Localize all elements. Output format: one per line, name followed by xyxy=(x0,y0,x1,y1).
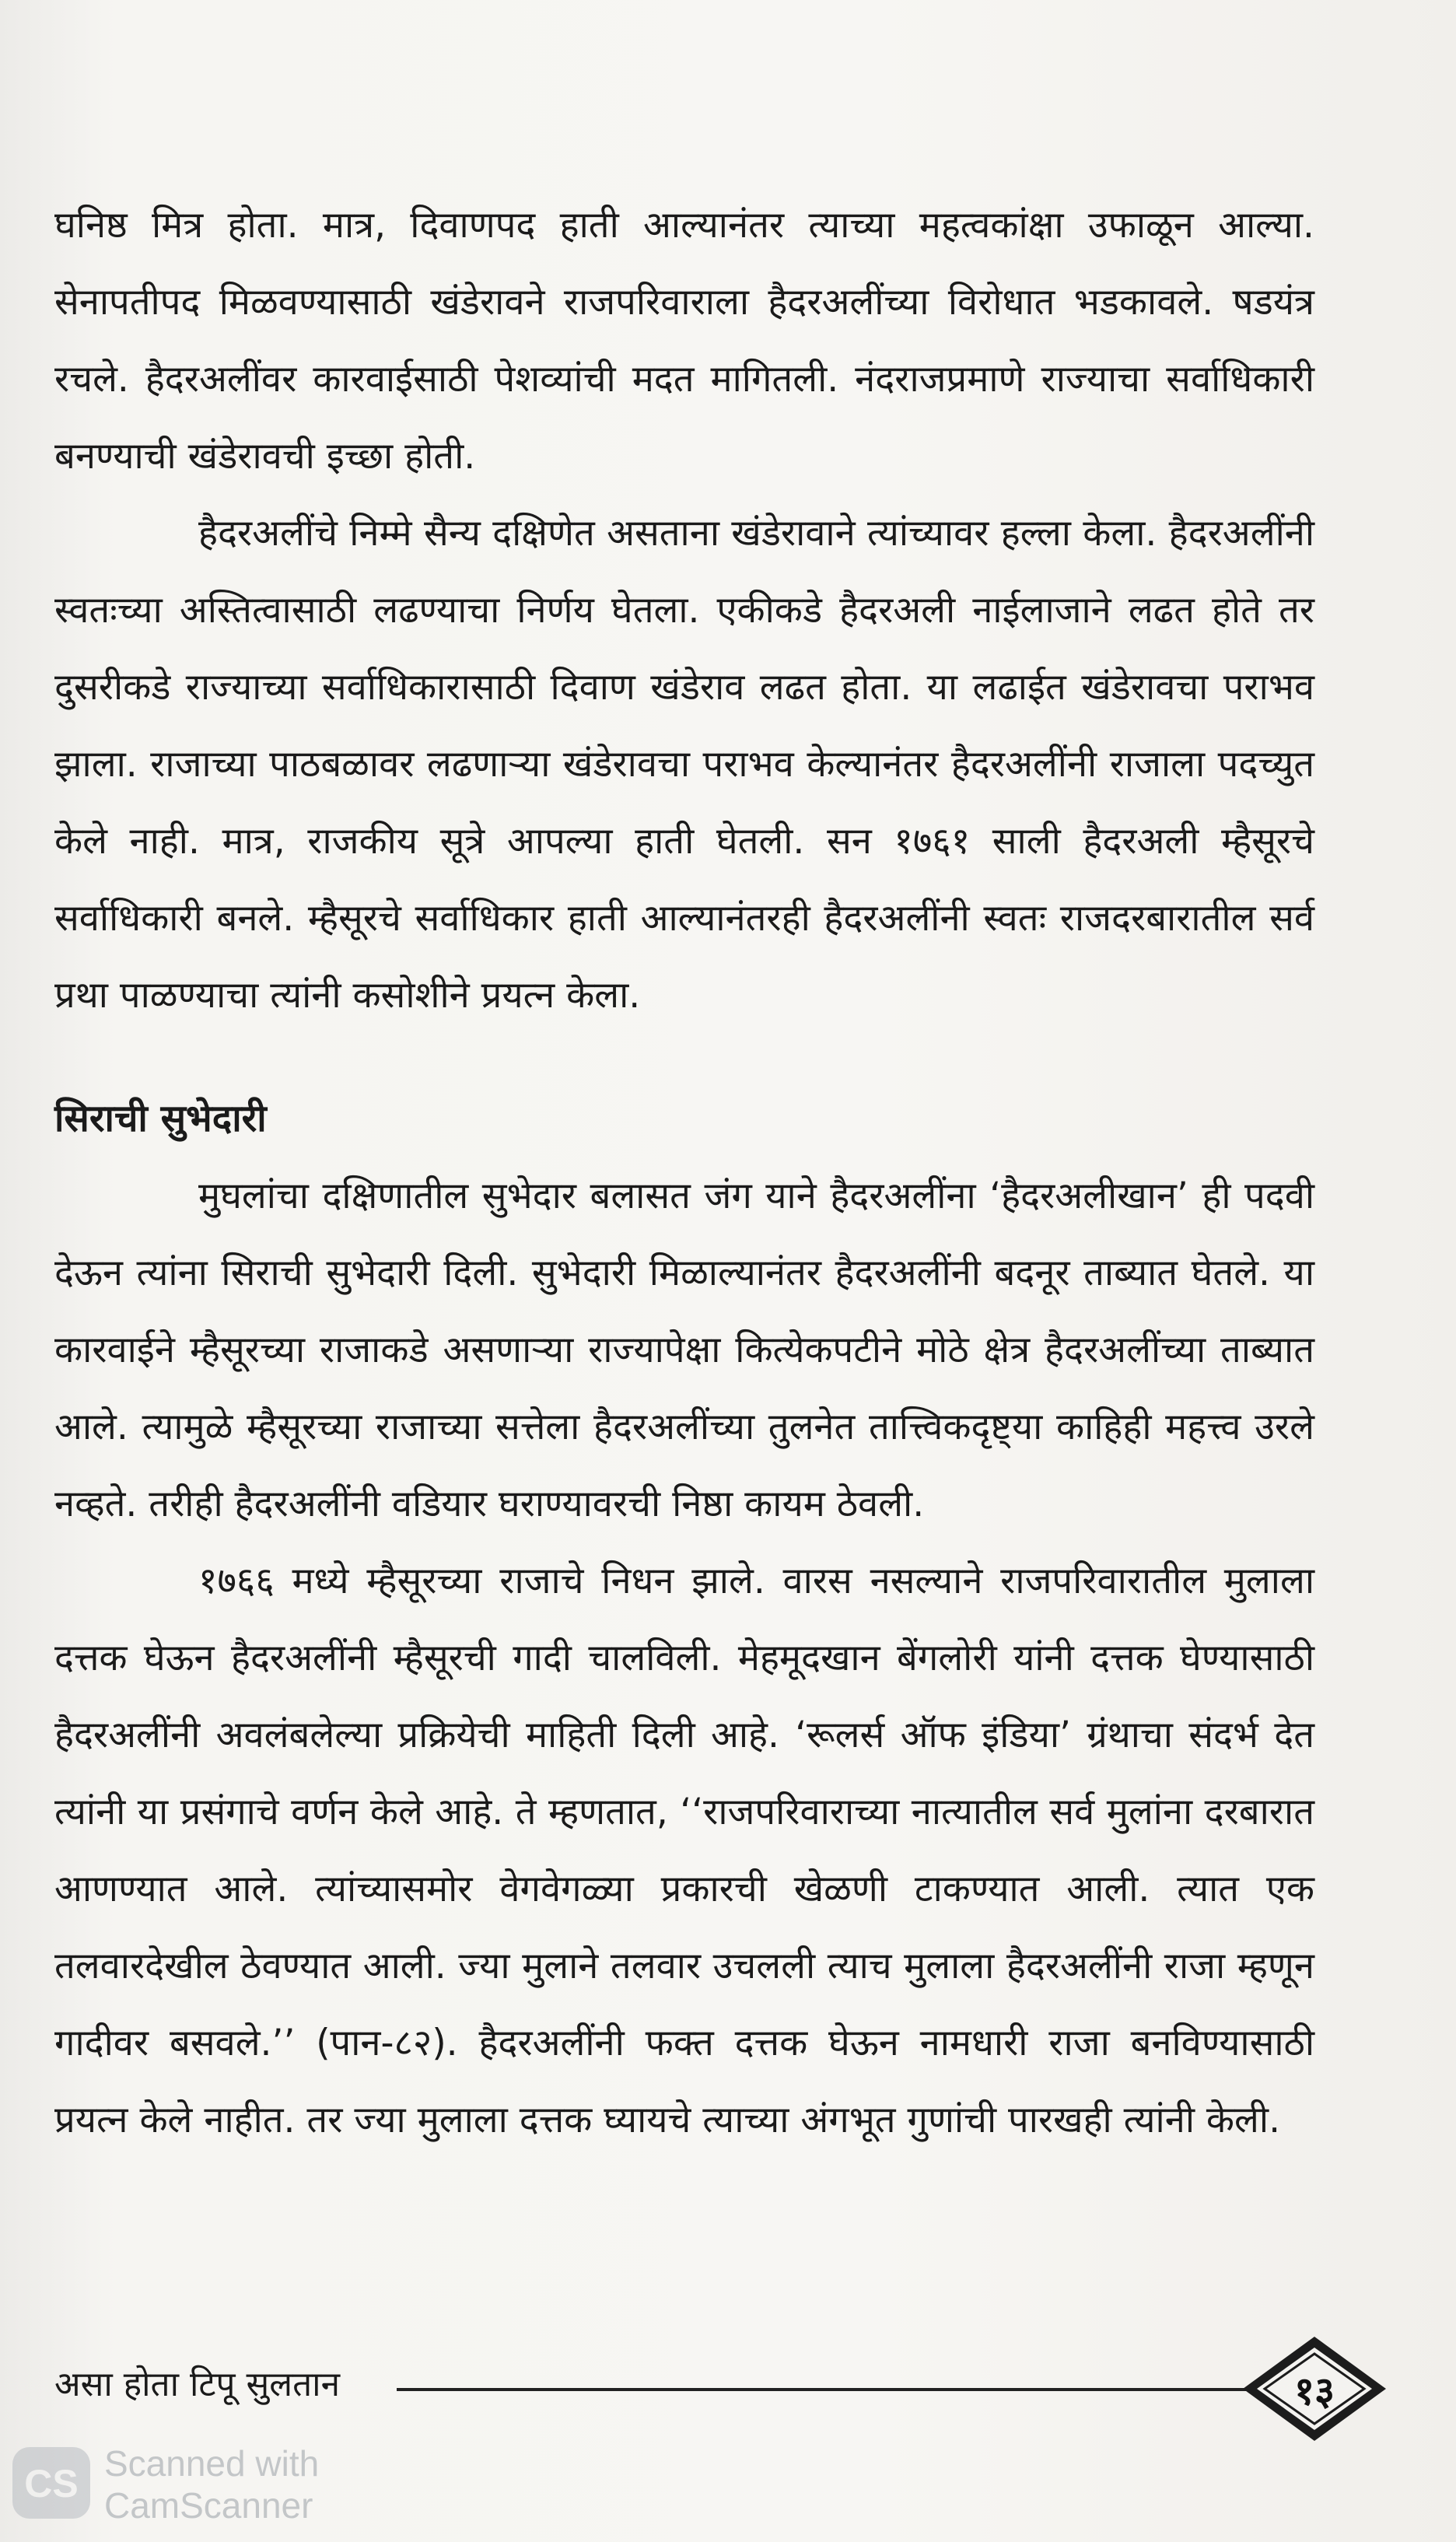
section-heading: सिराची सुभेदारी xyxy=(54,1097,267,1140)
camscanner-logo-text: CS xyxy=(24,2462,79,2505)
camscanner-logo-icon xyxy=(12,2447,90,2519)
watermark-line-2: CamScanner xyxy=(104,2485,313,2526)
scanner-watermark xyxy=(12,2436,417,2530)
footer-book-title: असा होता टिपू सुलतान xyxy=(54,2365,340,2404)
paragraph-3: मुघलांचा दक्षिणातील सुभेदार बलासत जंग याने हैदरअलींना ‘हैदरअलीखान’ ही पदवी देऊन त्यांना सिराची सुभेदारी दिली. सुभेदारी मिळाल्यानंतर हैदरअलींनी बदनूर ताब्यात घेतले. या कारवाईने म्हैसूरच्या राजाकडे असणाऱ्या राज्यापेक्षा कित्येकपटीने मोठे क्षेत्र हैदरअलींच्या ताब्यात आले. त्यामुळे म्हैसूरच्या राजाच्या सत्तेला हैदरअलींच्या तुलनेत तात्त्विकदृष्ट्या काहिही महत्त्व उरले नव्हते. तरीही हैदरअलींनी वडियार घराण्यावरची निष्ठा कायम ठेवली. xyxy=(54,1175,1314,1525)
page-body xyxy=(54,187,1314,2159)
watermark-text xyxy=(104,2442,319,2526)
page-number-badge xyxy=(1237,2330,1392,2447)
watermark-line-1: Scanned with xyxy=(104,2443,320,2484)
page-footer xyxy=(54,2362,1361,2432)
footer-rule xyxy=(397,2388,1291,2391)
paragraph-2: हैदरअलींचे निम्मे सैन्य दक्षिणेत असताना खंडेरावाने त्यांच्यावर हल्ला केला. हैदरअलींनी स्वतःच्या अस्तित्वासाठी लढण्याचा निर्णय घेतला. एकीकडे हैदरअली नाईलाजाने लढत होते तर दुसरीकडे राज्याच्या सर्वाधिकारासाठी दिवाण खंडेराव लढत होता. या लढाईत खंडेरावचा पराभव झाला. राजाच्या पाठबळावर लढणाऱ्या खंडेरावचा पराभव केल्यानंतर हैदरअलींनी राजाला पदच्युत केले नाही. मात्र, राजकीय सूत्रे आपल्या हाती घेतली. सन १७६१ साली हैदरअली म्हैसूरचे सर्वाधिकारी बनले. म्हैसूरचे सर्वाधिकार हाती आल्यानंतरही हैदरअलींनी स्वतः राजदरबारातील सर्व प्रथा पाळण्याचा त्यांनी कसोशीने प्रयत्न केला. xyxy=(54,512,1314,1017)
paragraph-4: १७६६ मध्ये म्हैसूरच्या राजाचे निधन झाले. वारस नसल्याने राजपरिवारातील मुलाला दत्तक घेऊन हैदरअलींनी म्हैसूरची गादी चालविली. मेहमूदखान बेंगलोरी यांनी दत्तक घेण्यासाठी हैदरअलींनी अवलंबलेल्या प्रक्रियेची माहिती दिली आहे. ‘रूलर्स ऑफ इंडिया’ ग्रंथाचा संदर्भ देत त्यांनी या प्रसंगाचे वर्णन केले आहे. ते म्हणतात, ‘‘राजपरिवाराच्या नात्यातील सर्व मुलांना दरबारात आणण्यात आले. त्यांच्यासमोर वेगवेगळ्या प्रकारची खेळणी टाकण्यात आली. त्यात एक तलवारदेखील ठेवण्यात आली. ज्या मुलाने तलवार उचलली त्याच मुलाला हैदरअलींनी राजा म्हणून गादीवर बसवले.’’ (पान-८२). हैदरअलींनी फक्त दत्तक घेऊन नामधारी राजा बनविण्यासाठी प्रयत्न केले नाहीत. तर ज्या मुलाला दत्तक घ्यायचे त्याच्या अंगभूत गुणांची पारखही त्यांनी केली. xyxy=(54,1560,1314,2141)
page-number: १३ xyxy=(1294,2369,1335,2414)
paragraph-1: घनिष्ठ मित्र होता. मात्र, दिवाणपद हाती आल्यानंतर त्याच्या महत्वकांक्षा उफाळून आल्या. सेनापतीपद मिळवण्यासाठी खंडेरावने राजपरिवाराला हैदरअलींच्या विरोधात भडकावले. षडयंत्र रचले. हैदरअलींवर कारवाईसाठी पेशव्यांची मदत मागितली. नंदराजप्रमाणे राज्याचा सर्वाधिकारी बनण्याची खंडेरावची इच्छा होती. xyxy=(54,204,1314,478)
